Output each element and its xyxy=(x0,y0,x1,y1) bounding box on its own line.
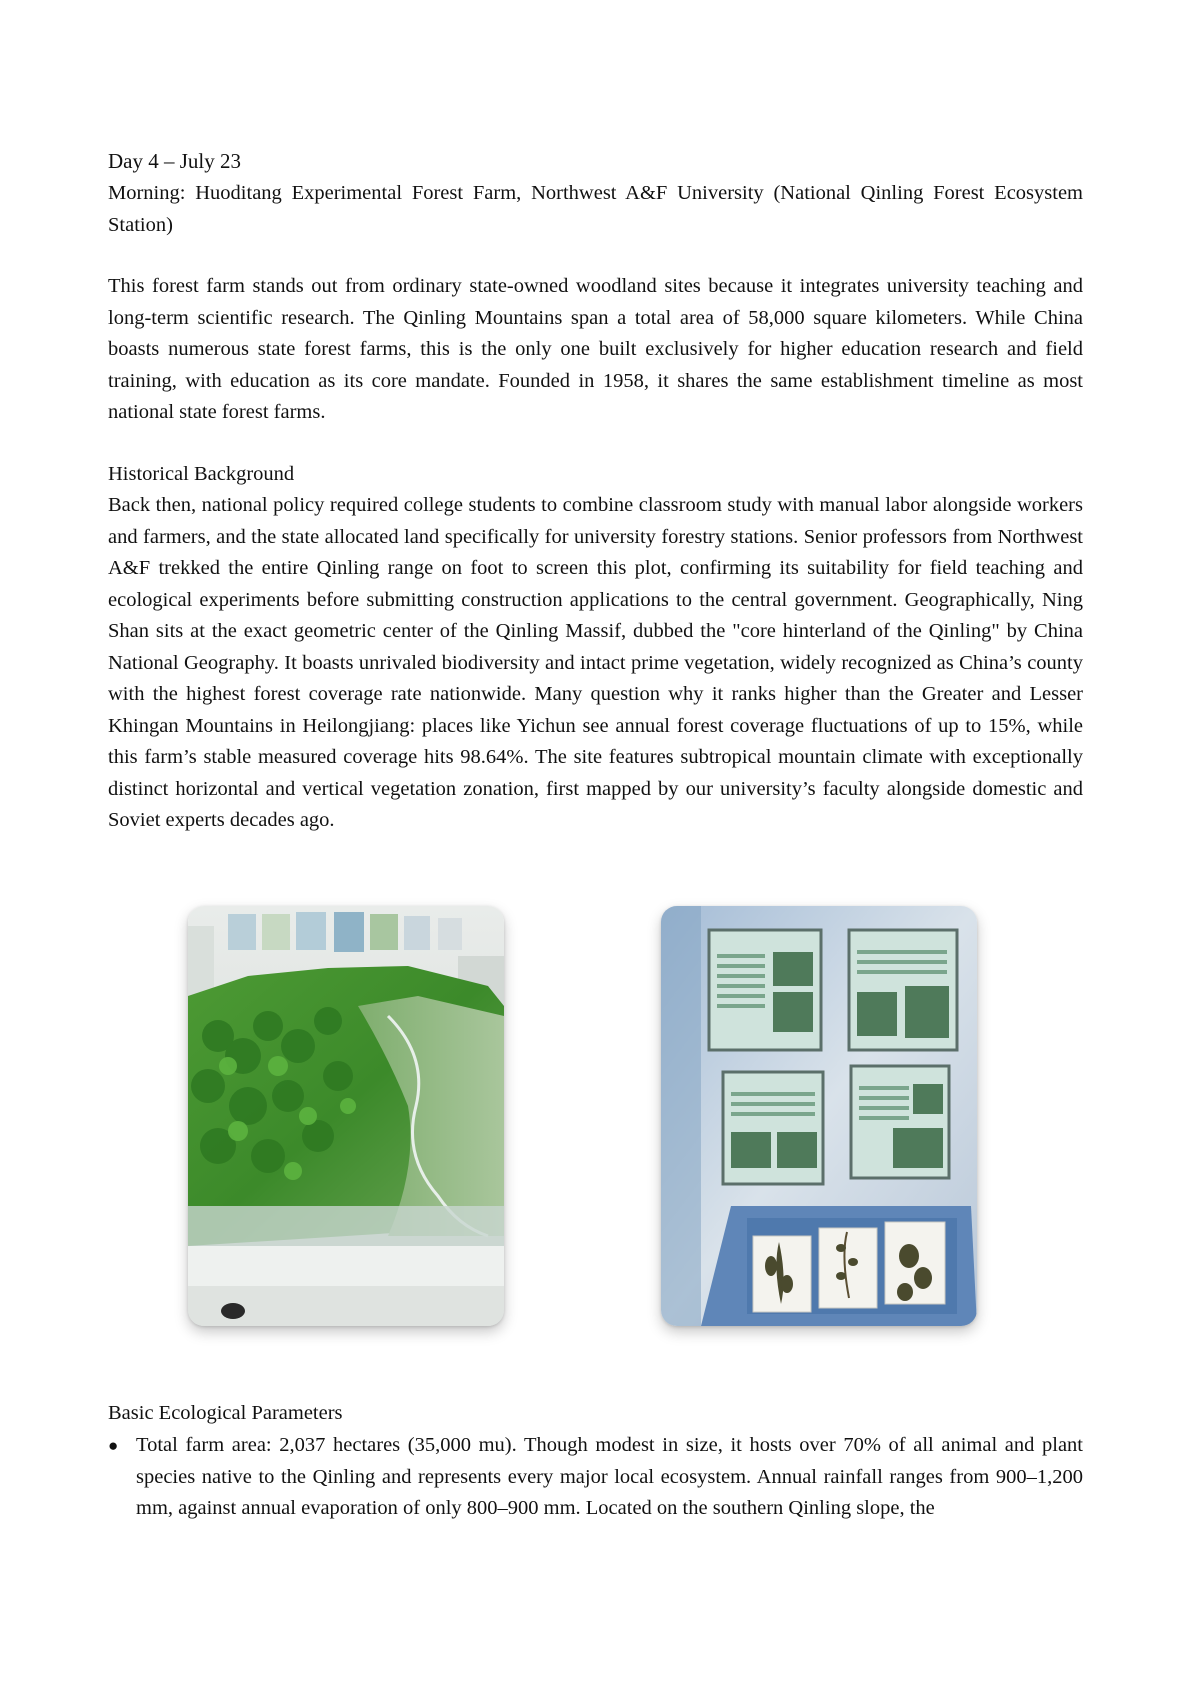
intro-paragraph: This forest farm stands out from ordinary state-owned woodland sites because it integrates university teaching and long-term scientific research. The Qinling Mountains span a total area of 58,000 square kilometers. While China boasts numerous state forest farms, this is the only one built exclusively for higher education research and field training, with education as its core mandate. Founded in 1958, it shares the same establishment timeline as most national state forest farms. xyxy=(108,275,1083,423)
morning-location: Morning: Huoditang Experimental Forest Farm, Northwest A&F University (National Qinling Forest Ecosystem Station) xyxy=(108,182,1083,236)
parameters-list xyxy=(108,1430,1083,1525)
history-paragraph: Back then, national policy required college students to combine classroom study with manual labor alongside workers and farmers, and the state allocated land specifically for university forestry stations. Senior professors from Northwest A&F trekked the entire Qinling range on foot to screen this plot, confirming its suitability for field teaching and ecological experiments before submitting construction applications to the central government. Geographically, Ning Shan sits at the exact geometric center of the Qinling Massif, dubbed the "core hinterland of the Qinling" by China National Geography. It boasts unrivaled biodiversity and intact prime vegetation, widely recognized as China’s county with the highest forest coverage rate nationwide. Many question why it ranks higher than the Greater and Lesser Khingan Mountains in Heilongjiang: places like Yichun see annual forest coverage fluctuations of up to 15%, while this farm’s stable measured coverage hits 98.64%. The site features subtropical mountain climate with exceptionally distinct horizontal and vertical vegetation zonation, first mapped by our university’s faculty alongside domestic and Soviet experts decades ago. xyxy=(108,494,1083,831)
parameters-title: Basic Ecological Parameters xyxy=(108,1402,343,1424)
day-heading: Day 4 – July 23 xyxy=(108,149,241,173)
list-item xyxy=(108,1430,1083,1525)
exhibit-panels-photo xyxy=(661,906,977,1326)
bullet-icon: ● xyxy=(108,1436,119,1455)
history-title: Historical Background xyxy=(108,463,295,485)
parameter-text: Total farm area: 2,037 hectares (35,000 mu). Though modest in size, it hosts over 70% of all animal and plant species native to the Qinling and represents every major local ecosystem. Annual rainfall ranges from 900–1,200 mm, against annual evaporation of only 800–900 mm. Located on the southern Qinling slope, the xyxy=(136,1434,1083,1519)
terrain-model-photo xyxy=(188,906,504,1326)
